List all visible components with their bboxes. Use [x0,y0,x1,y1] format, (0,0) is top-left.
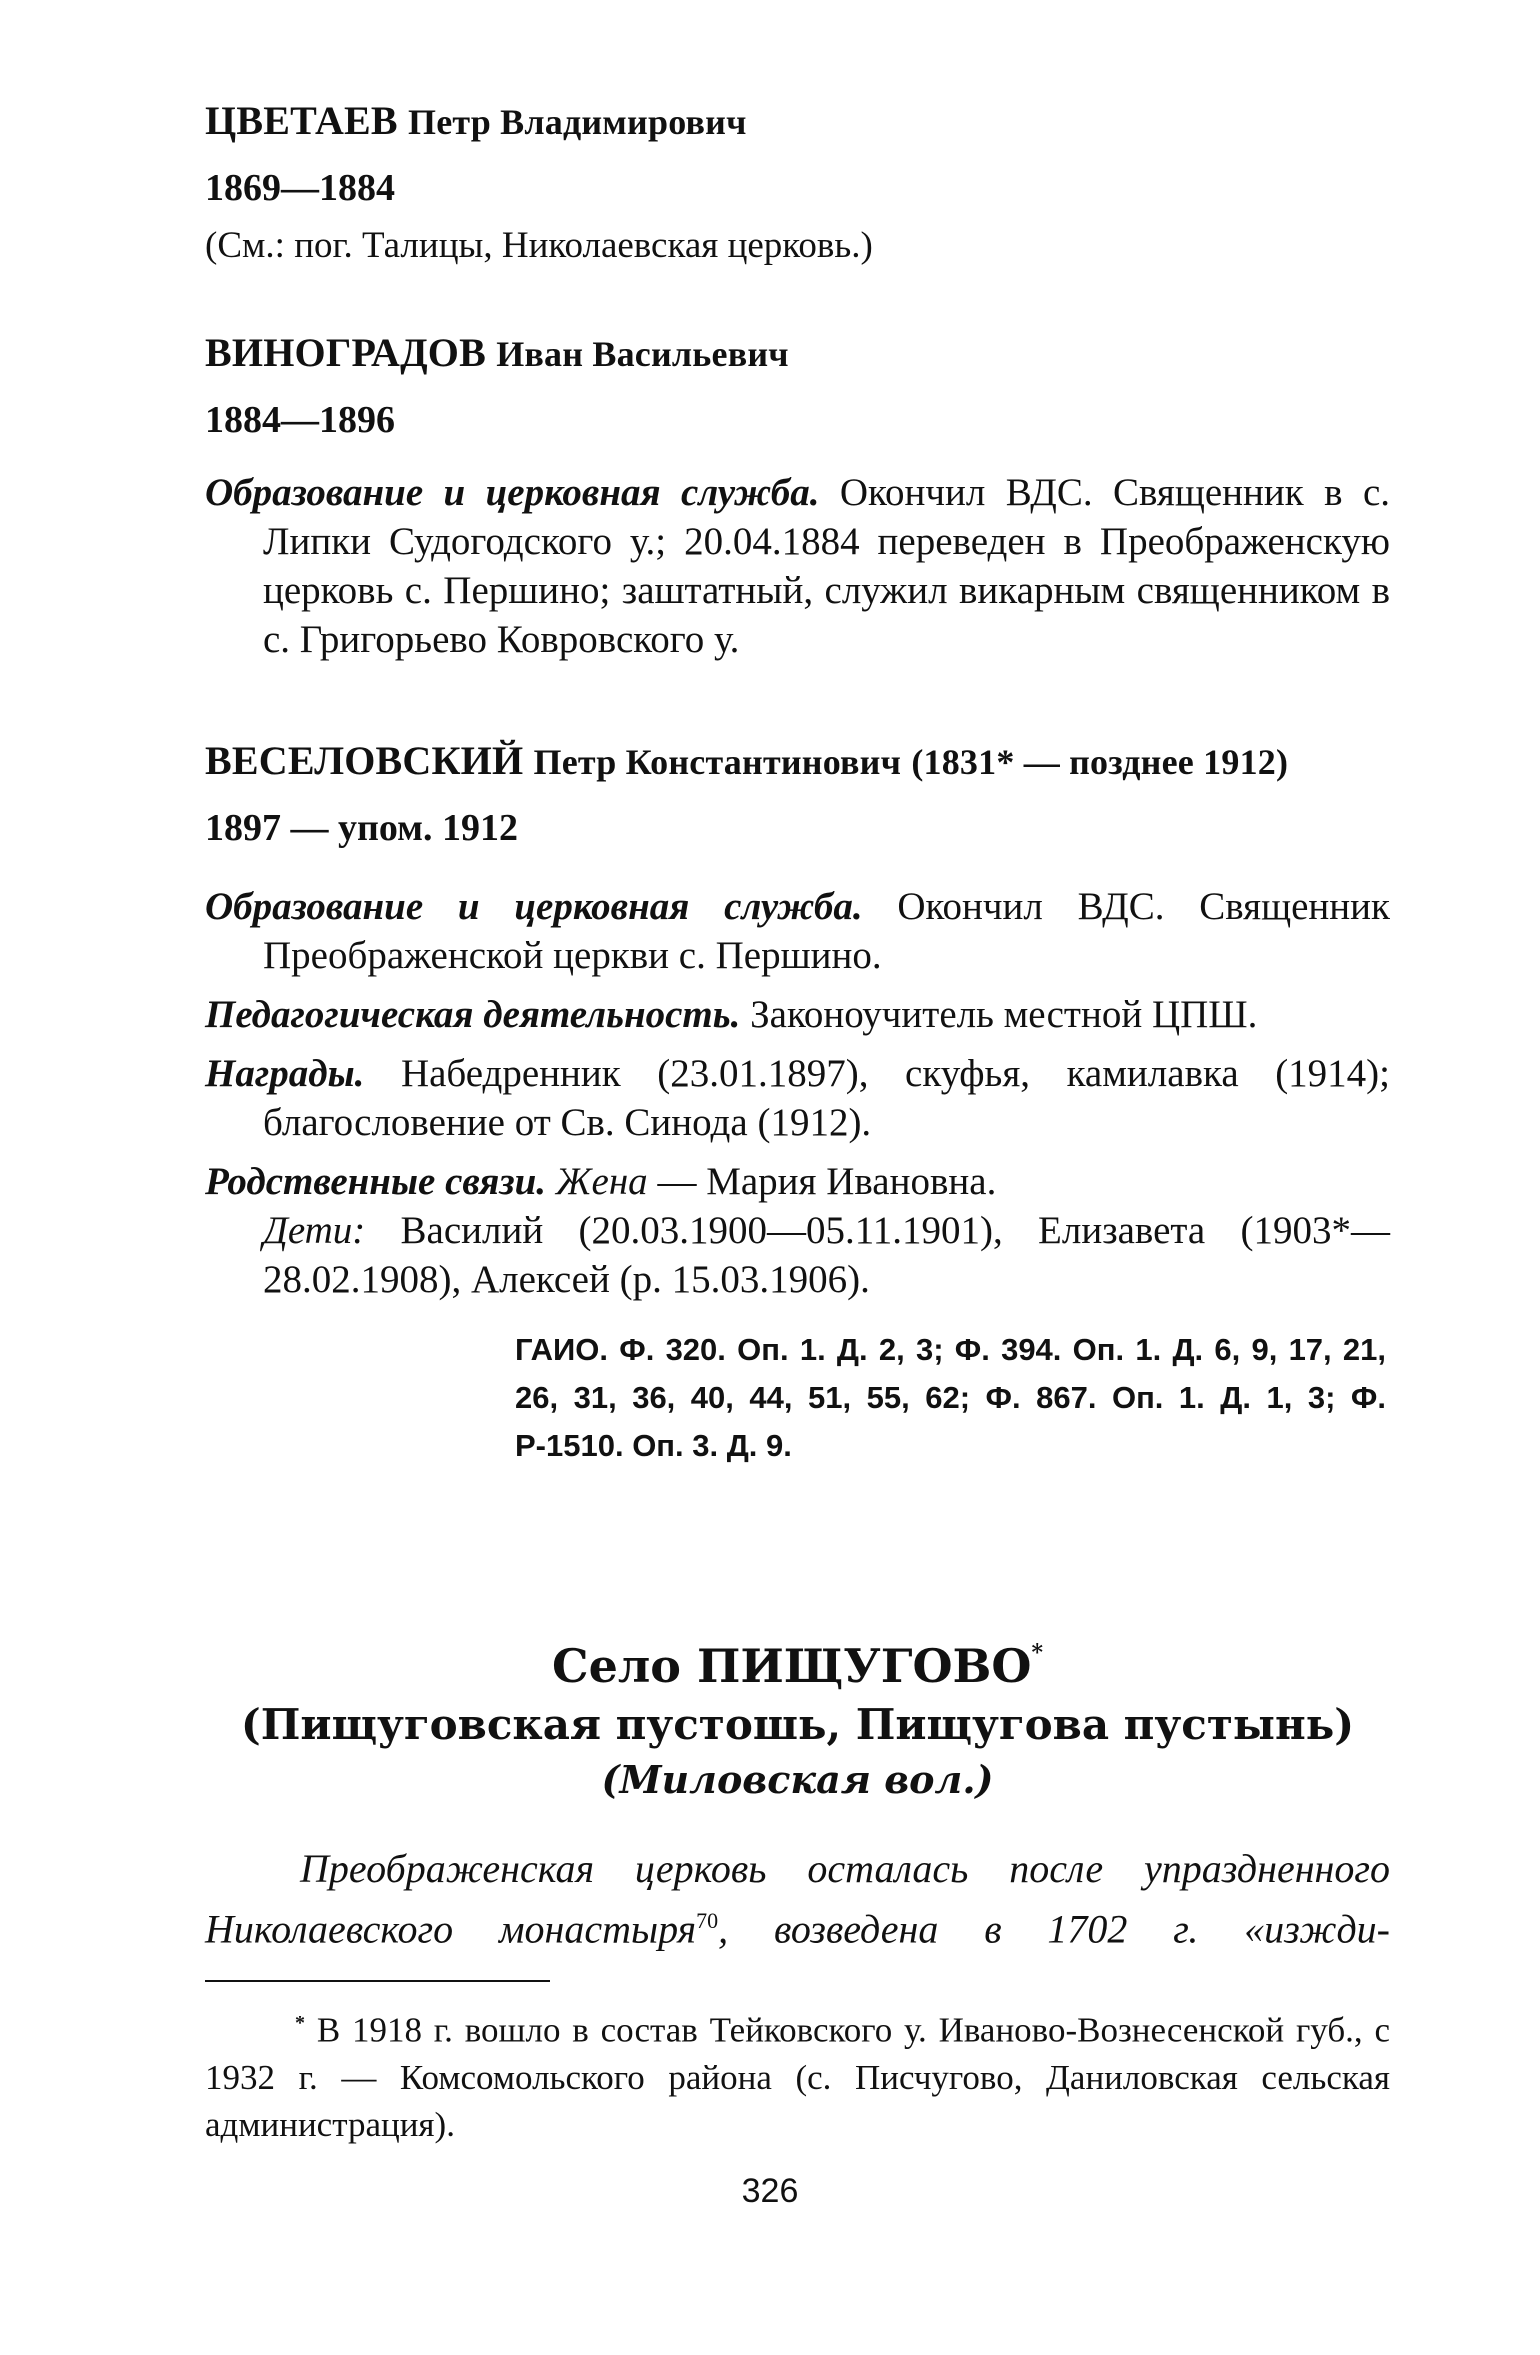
entry-section [205,1049,1390,1147]
body-text-start: Преображенская церковь осталась после упраздненного Николаевского монастыря [205,1846,1390,1952]
wife-text: — Мария Ивановна. [657,1160,997,1203]
village-alt-names: (Пищуговская пустошь, Пищугова пустынь) [240,1700,1355,1749]
footnote [205,2000,1390,2148]
entry-veselovsky [205,735,1390,1470]
body-note-ref: 70 [696,1908,719,1933]
children-text: Василий (20.03.1900—05.11.1901), Елизавета (1903*—28.02.1908), Алексей (р. 15.03.1906). [263,1209,1390,1301]
entry-service-years: 1869—1884 [205,167,395,209]
body-paragraph [205,1843,1390,1955]
archive-sources: ГАИО. Ф. 320. Оп. 1. Д. 2, 3; Ф. 394. Оп. 1. Д. 6, 9, 17, 21, 26, 31, 36, 40, 44, 51, 55, 62; Ф. 867. Оп. 1. Д. 1, 3; Ф. Р-1510. Оп. 3. Д. 9. [515,1332,1386,1463]
wife-label: Жена [555,1160,648,1203]
village-heading [205,1623,1390,1806]
section-heading: Образование и церковная служба. [205,471,820,514]
entry-section [205,882,1390,980]
body-text-end: , возведена в 1702 г. «изжди- [718,1906,1390,1952]
section-heading: Педагогическая деятельность. [205,993,741,1036]
section-heading: Награды. [205,1052,365,1095]
entry-name [205,735,1390,788]
entry-cross-reference: (См.: пог. Талицы, Николаевская церковь.) [205,225,873,266]
children-line [205,1206,1390,1304]
entry-service-years: 1897 — упом. 1912 [205,807,519,849]
village-title-footnote-mark: * [1031,1640,1043,1666]
entry-given-names: Петр Константинович [533,742,902,782]
children-label: Дети: [263,1209,366,1252]
page-number: 326 [741,2172,799,2210]
entry-name [205,327,1390,380]
section-text: Окончил ВДС. Священник в с. Липки Судогодского у.; 20.04.1884 переведен в Преображенскую церковь с. Першино; заштатный, служил викарным священником в с. Григорьево Ковровского у. [263,471,1391,661]
entry-section [205,1157,1390,1206]
entry-section [205,468,1390,664]
section-heading: Родственные связи. [205,1160,547,1203]
entry-name [205,95,1390,148]
entry-vinogradov [205,327,1390,664]
village-volost: (Миловская вол.) [601,1757,994,1802]
entry-surname: ВЕСЕЛОВСКИЙ [205,738,524,783]
footnote-mark: * [295,2012,305,2034]
entry-given-names: Иван Васильевич [496,334,789,374]
section-text: Законоучитель местной ЦПШ. [750,993,1258,1036]
entry-tsvetaev [205,95,1390,270]
entry-surname: ЦВЕТАЕВ [205,98,398,143]
section-text: Окончил ВДС. Священник Преображенской церкви с. Першино. [263,885,1390,977]
entry-section [205,990,1390,1039]
entry-service-years: 1884—1896 [205,399,395,441]
entry-lifespan: (1831* — позднее 1912) [911,742,1289,782]
entry-surname: ВИНОГРАДОВ [205,330,486,375]
village-title: Село ПИЩУГОВО* [551,1639,1043,1693]
section-heading: Образование и церковная служба. [205,885,863,928]
footnote-rule [205,1980,550,1982]
entry-given-names: Петр Владимирович [408,102,747,142]
footnote-text: В 1918 г. вошло в состав Тейковского у. Иваново-Вознесенской губ., с 1932 г. — Комсомольского района (с. Писчугово, Даниловская сельская администрация). [205,2010,1390,2144]
section-text: Набедренник (23.01.1897), скуфья, камилавка (1914); благословение от Св. Синода (1912). [263,1052,1390,1144]
